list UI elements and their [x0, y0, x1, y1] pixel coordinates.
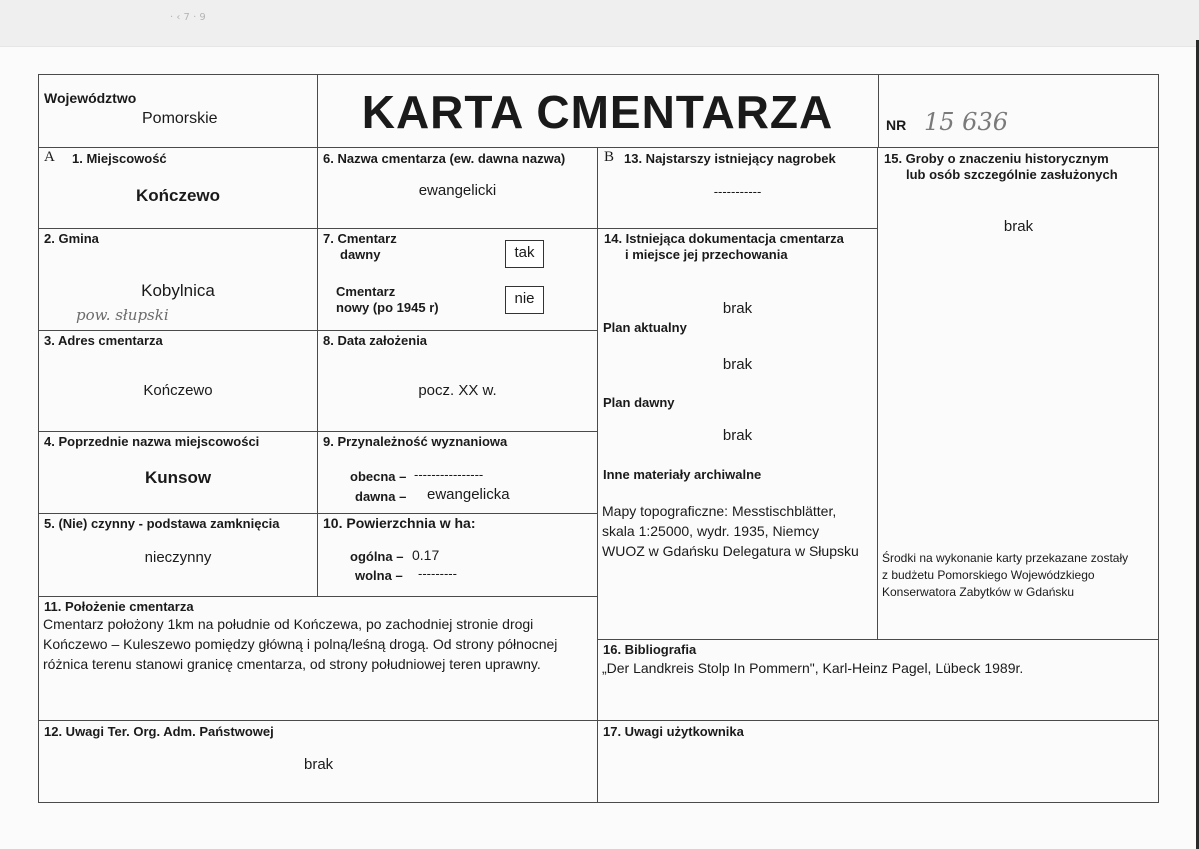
funding-line-1: Środki na wykonanie karty przekazane zostały — [882, 551, 1129, 565]
row-divider-4 — [38, 513, 598, 514]
s1-value: Kończewo — [135, 186, 221, 205]
s15-label-2: lub osób szczególnie zasłużonych — [906, 167, 1118, 182]
s14-value: brak — [722, 300, 753, 317]
wojewodztwo-value: Pomorskie — [142, 110, 218, 127]
inne-text — [602, 501, 874, 561]
s7-dawny-label-1: 7. Cmentarz — [323, 231, 397, 246]
inne-line-3: WUOZ w Gdańsku Delegatura w Słupsku — [602, 543, 859, 559]
s7-nowy-box: nie — [505, 286, 544, 314]
s10-wolna-value: --------- — [418, 566, 457, 581]
row-divider-1 — [38, 228, 878, 229]
s11-line-2: Kończewo – Kuleszewo pomiędzy główną i polną/leśną drogą. Od strony północnej — [43, 636, 558, 652]
inne-line-1: Mapy topograficzne: Messtischblätter, — [602, 503, 837, 519]
s11-line-1: Cmentarz położony 1km na południe od Kończewa, po zachodniej stronie drogi — [43, 616, 534, 632]
nr-value: 15 636 — [924, 108, 1008, 136]
s13-label: 13. Najstarszy istniejący nagrobek — [624, 151, 836, 166]
col-divider-1 — [317, 147, 318, 596]
s8-value: pocz. XX w. — [418, 382, 497, 399]
plan-dawny-label: Plan dawny — [603, 395, 675, 410]
s9-label: 9. Przynależność wyznaniowa — [323, 434, 508, 449]
nr-label: NR — [886, 117, 907, 133]
s4-label: 4. Poprzednie nazwa miejscowości — [44, 434, 260, 449]
border-bottom — [38, 802, 1159, 803]
plan-dawny-value: brak — [722, 427, 753, 444]
s16-value: „Der Landkreis Stolp In Pommern", Karl-Heinz Pagel, Lübeck 1989r. — [602, 660, 1024, 676]
header-divider — [38, 147, 1159, 148]
s3-label: 3. Adres cmentarza — [44, 333, 163, 348]
s5-label: 5. (Nie) czynny - podstawa zamknięcia — [44, 516, 280, 531]
row-divider-3 — [38, 431, 598, 432]
header-col-2 — [878, 74, 879, 148]
row-divider-6 — [597, 639, 1159, 640]
row-divider-7 — [38, 720, 1159, 721]
s6-value: ewangelicki — [418, 182, 497, 199]
row-divider-2 — [38, 330, 598, 331]
col-divider-2 — [597, 147, 598, 803]
page-title: KARTA CMENTARZA — [361, 86, 834, 138]
s15-value: brak — [1003, 218, 1034, 235]
s2-label: 2. Gmina — [44, 231, 99, 246]
s1-label: 1. Miejscowość — [72, 151, 167, 166]
s7-nowy-label-1: Cmentarz — [336, 284, 396, 299]
scan-mark: · ‹ 7 · 9 — [170, 12, 206, 23]
s16-label: 16. Bibliografia — [603, 642, 697, 657]
s15-label-1: 15. Groby o znaczeniu historycznym — [884, 151, 1109, 166]
s10-label: 10. Powierzchnia w ha: — [323, 515, 476, 531]
s10-ogolna-label: ogólna – — [350, 549, 404, 564]
inne-line-2: skala 1:25000, wydr. 1935, Niemcy — [602, 523, 820, 539]
s3-value: Kończewo — [143, 382, 213, 399]
wojewodztwo-label: Województwo — [44, 90, 137, 106]
inne-label: Inne materiały archiwalne — [603, 467, 762, 482]
border-top — [38, 74, 1159, 75]
row-divider-5 — [38, 596, 598, 597]
s2-note: pow. słupski — [76, 306, 169, 324]
funding-line-3: Konserwatora Zabytków w Gdańsku — [882, 585, 1075, 599]
funding-line-2: z budżetu Pomorskiego Wojewódzkiego — [882, 568, 1095, 582]
s9-obecna-label: obecna – — [350, 469, 407, 484]
s2-value: Kobylnica — [141, 281, 215, 300]
s8-label: 8. Data założenia — [323, 333, 428, 348]
s9-obecna-value: ---------------- — [414, 467, 484, 482]
section-a-letter: A — [44, 149, 55, 165]
s10-wolna-label: wolna – — [355, 568, 403, 583]
s11-line-3: różnica terenu stanowi granicę cmentarza, od strony południowej teren uprawny. — [43, 656, 541, 672]
s5-value: nieczynny — [144, 549, 212, 566]
s9-dawna-value: ewangelicka — [427, 486, 510, 503]
s12-label: 12. Uwagi Ter. Org. Adm. Państwowej — [44, 724, 274, 739]
plan-aktualny-label: Plan aktualny — [603, 320, 687, 335]
border-right — [1158, 74, 1159, 803]
s13-value: ----------- — [713, 184, 762, 199]
s9-dawna-label: dawna – — [355, 489, 407, 504]
s14-label-1: 14. Istniejąca dokumentacja cmentarza — [604, 231, 844, 246]
section-b-letter: B — [604, 149, 615, 165]
s4-value: Kunsow — [144, 468, 212, 487]
s7-dawny-label-2: dawny — [340, 247, 381, 262]
s10-ogolna-value: 0.17 — [412, 547, 440, 563]
funding-note — [882, 550, 1156, 601]
scan-top-band — [0, 0, 1199, 47]
s12-value: brak — [304, 756, 334, 773]
plan-aktualny-value: brak — [722, 356, 753, 373]
s7-dawny-box: tak — [505, 240, 544, 268]
s11-text — [43, 614, 593, 674]
s11-label: 11. Położenie cmentarza — [44, 599, 194, 614]
s17-label: 17. Uwagi użytkownika — [603, 724, 744, 739]
s6-label: 6. Nazwa cmentarza (ew. dawna nazwa) — [323, 151, 566, 166]
s7-nowy-label-2: nowy (po 1945 r) — [336, 300, 439, 315]
border-left — [38, 74, 39, 803]
s14-label-2: i miejsce jej przechowania — [625, 247, 788, 262]
